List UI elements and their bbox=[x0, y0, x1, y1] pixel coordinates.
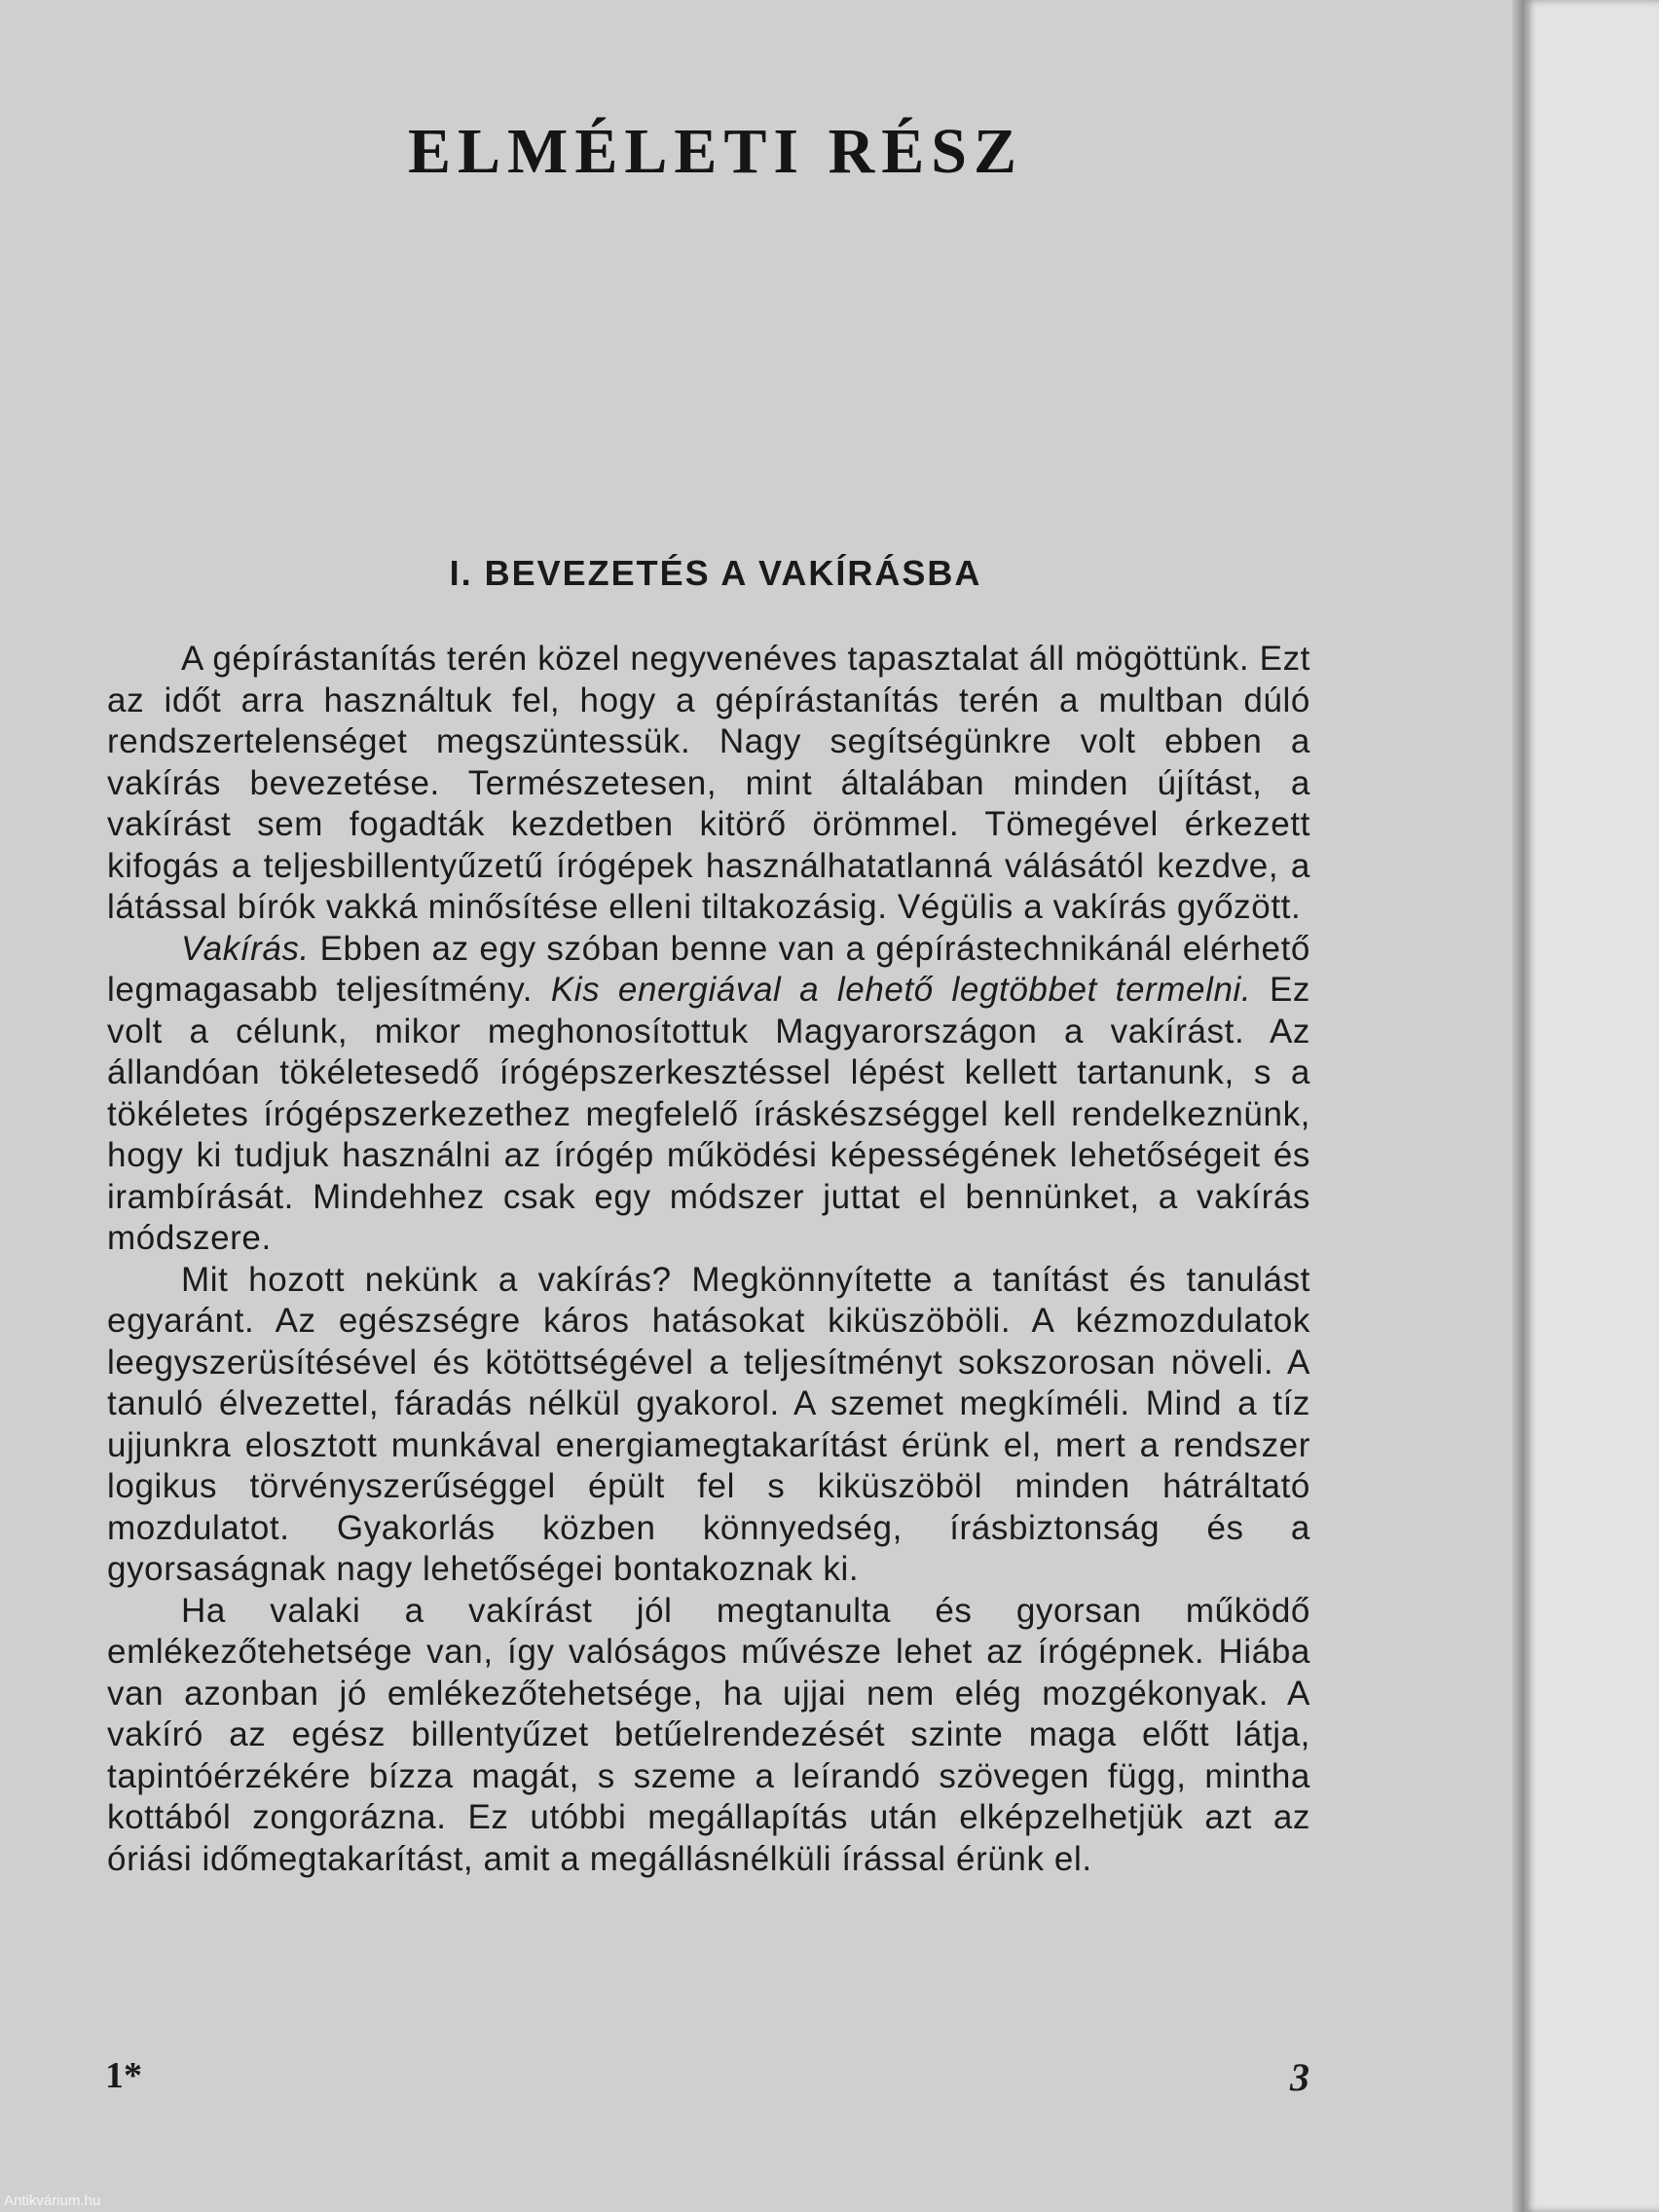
body-text bbox=[107, 639, 1310, 1880]
page-number: 3 bbox=[1290, 2055, 1309, 2099]
paragraph-1: A gépírástanítás terén közel negyvenéves tapasztalat áll mögöttünk. Ezt az időt arra használtuk fel, hogy a gépírástanítás terén a multban dúló rendszertelenséget megszüntessük. Nagy segítségünkre volt ebben a vakírás bevezetése. Természetesen, mint általában minden újítást, a vakírást sem fogadták kezdetben kitörő örömmel. Tömegével érkezett kifogás a teljesbillentyűzetű írógépek használhatatlanná válásától kezdve, a látással bírók vakká minősítése elleni tiltakozásig. Végülis a vakírás győzött. bbox=[107, 640, 1310, 926]
paragraph-2-text-a: Ebben az egy szóban benne van a gépírástechnikánál elérhető legmagasabb teljesítmény. bbox=[107, 929, 1310, 1009]
paragraph-2 bbox=[107, 929, 1310, 1260]
paragraph-3: Mit hozott nekünk a vakírás? Megkönnyítette a tanítást és tanulást egyaránt. Az egészségre káros hatásokat kiküszöböli. A kézmozdulatok leegyszerüsítésével és kötöttségével a teljesítményt sokszorosan növeli. A tanuló élvezettel, fáradás nélkül gyakorol. A szemet megkíméli. Mind a tíz ujjunkra elosztott munkával energiamegtakarítást érünk el, mert a rendszer logikus törvényszerűséggel épült fel s kiküszöböl minden hátráltató mozdulatot. Gyakorlás közben könnyedség, írásbiztonság és a gyorsaságnak nagy lehetőségei bontakoznak ki. bbox=[107, 1260, 1310, 1588]
paragraph-2-text-b: Ez volt a célunk, mikor meghonosítottuk Magyarországon a vakírást. Az állandóan tökéletesedő írógépszerkesztéssel lépést kellett tartanunk, s a tökéletes írógépszerkezethez megfelelő íráskészséggel kell rendelkeznünk, hogy ki tudjuk használni az írógép működési képességének lehetőségeit és irambírását. Mindehhez csak egy módszer juttat el bennünket, a vakírás módszere. bbox=[107, 971, 1310, 1257]
main-title: ELMÉLETI RÉSZ bbox=[407, 116, 1024, 187]
chapter-title: I. BEVEZETÉS A VAKÍRÁSBA bbox=[449, 553, 982, 593]
next-page-edge bbox=[1524, 0, 1659, 2212]
paragraph-4: Ha valaki a vakírást jól megtanulta és gyorsan működő emlékezőtehetsége van, így valóságos művésze lehet az írógépnek. Hiába van azonban jó emlékezőtehetsége, ha ujjai nem elég mozgékonyak. A vakíró az egész billentyűzet betűelrendezését szinte maga előtt látja, tapintóérzékére bízza magát, s szeme a leírandó szövegen függ, mintha kottából zongorázna. Ez utóbbi megállapítás után elképzelhetjük azt az óriási időmegtakarítást, amit a megállásnélküli írással érünk el. bbox=[107, 1591, 1310, 1878]
italic-motto: Kis energiával a lehető legtöbbet termelni. bbox=[550, 971, 1252, 1009]
italic-term: Vakírás. bbox=[181, 929, 310, 968]
watermark: Antikvárium.hu bbox=[4, 2193, 101, 2209]
page-gutter bbox=[1512, 0, 1524, 2212]
signature-mark: 1* bbox=[105, 2055, 142, 2096]
